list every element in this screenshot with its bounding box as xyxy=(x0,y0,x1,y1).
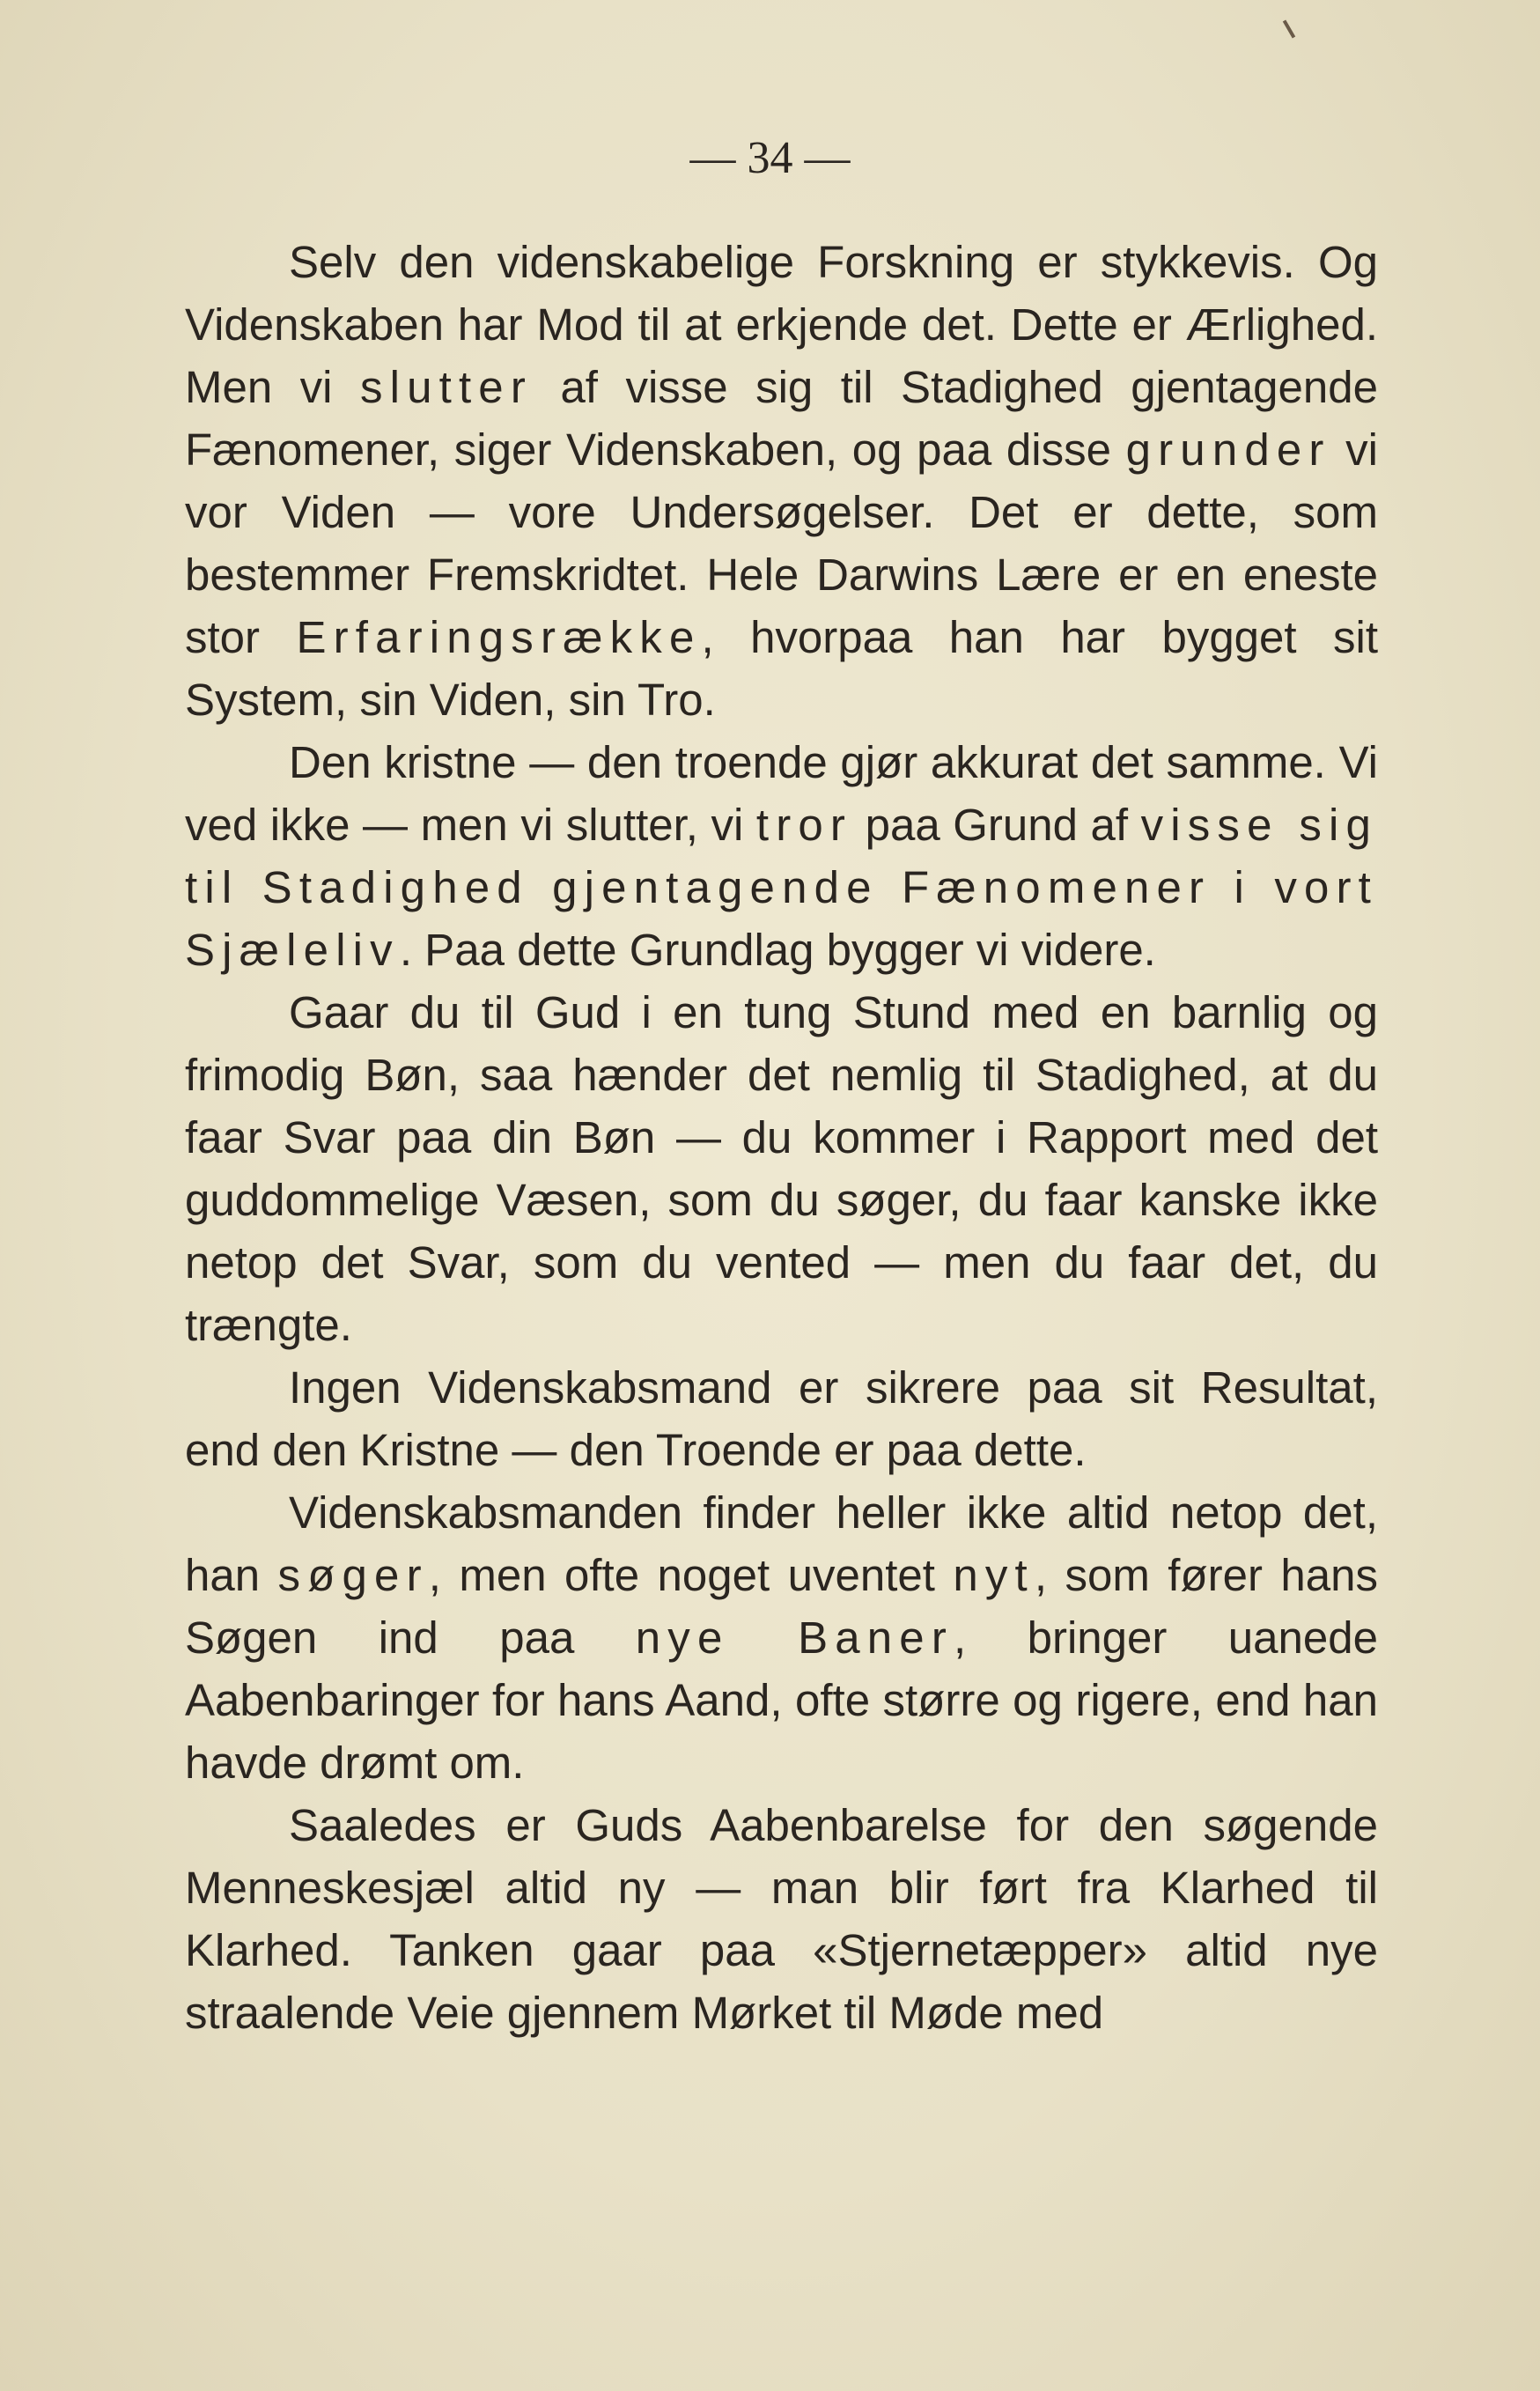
text-run: , bringer uanede Aabenbaringer for hans Aand, ofte større og rigere, end han havde drømt om. xyxy=(185,1612,1378,1788)
body-text xyxy=(185,231,1378,2044)
paragraph-5 xyxy=(185,1481,1378,1794)
emphasis-text: grunder xyxy=(1125,424,1331,475)
text-run: , som fører hans Søgen ind paa xyxy=(185,1550,1378,1663)
ink-mark xyxy=(1283,19,1295,38)
text-run: , hvorpaa han har bygget sit System, sin Viden, sin Tro. xyxy=(185,612,1379,725)
text-run: Videnskabsmanden finder heller ikke altid netop det, han xyxy=(185,1487,1378,1600)
emphasis-text: Erfaringsrække xyxy=(296,612,702,662)
emphasis-text: nyt xyxy=(953,1550,1035,1600)
paragraph-3 xyxy=(185,981,1378,1356)
text-run: af visse sig til Stadighed gjentagende Fænomener, siger Videnskaben, og paa disse xyxy=(185,362,1378,475)
paragraph-6 xyxy=(185,1794,1378,2044)
page-number: — 34 — xyxy=(689,133,851,183)
text-run: Ingen Videnskabsmand er sikrere paa sit Resultat, end den Kristne — den Troende er paa dette. xyxy=(185,1362,1378,1475)
text-run: Selv den videnskabelige Forskning er stykkevis. Og Videnskaben har Mod til at erkjende det. Dette er Ærlighed. Men vi xyxy=(185,237,1378,412)
paragraph-4 xyxy=(185,1356,1378,1481)
emphasis-text: tror xyxy=(755,800,853,850)
text-run: . Paa dette Grundlag bygger vi videre. xyxy=(399,925,1156,975)
emphasis-text: visse sig til Stadighed gjentagende Fænomener i vort Sjæleliv xyxy=(185,800,1379,975)
paragraph-2 xyxy=(185,731,1378,981)
emphasis-text: slutter xyxy=(359,362,533,412)
emphasis-text: søger xyxy=(277,1550,429,1600)
text-run: paa Grund af xyxy=(852,800,1141,850)
text-run: , men ofte noget uventet xyxy=(428,1550,954,1600)
text-run: Saaledes er Guds Aabenbarelse for den søgende Menneskesjæl altid ny — man blir ført fra Klarhed til Klarhed. Tanken gaar paa «Stjernetæpper» altid nye straalende Veie gjennem Mørket til Møde med xyxy=(185,1800,1378,2038)
paragraph-1 xyxy=(185,231,1378,731)
text-run: Den kristne — den troende gjør akkurat det samme. Vi ved ikke — men vi slutter, vi xyxy=(185,737,1378,850)
text-run: vi vor Viden — vore Undersøgelser. Det er dette, som bestemmer Fremskridtet. Hele Darwins Lære er en eneste stor xyxy=(185,424,1379,662)
emphasis-text: nye Baner xyxy=(635,1612,954,1663)
text-run: Gaar du til Gud i en tung Stund med en barnlig og frimodig Bøn, saa hænder det nemlig til Stadighed, at du faar Svar paa din Bøn — du kommer i Rapport med det guddommelige Væsen, som du søger, du faar kanske ikke netop det Svar, som du vented — men du faar det, du trængte. xyxy=(185,987,1378,1350)
